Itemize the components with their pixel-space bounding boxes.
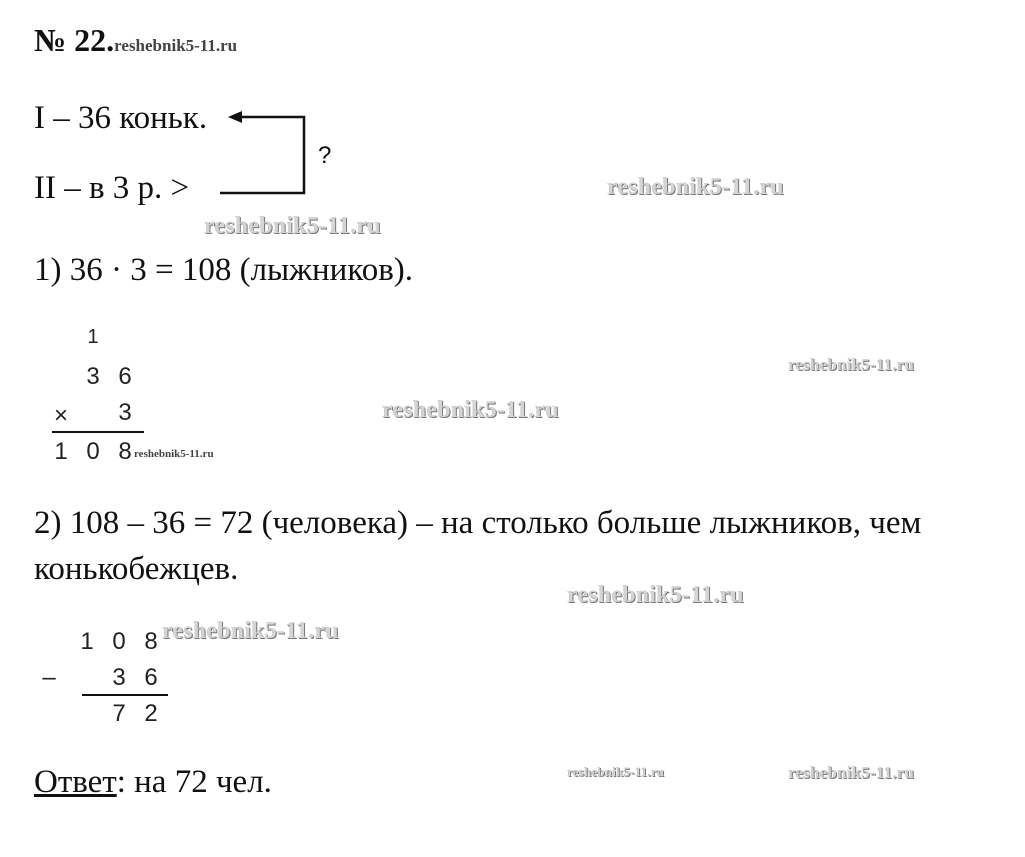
- watermark: reshebnik5-11.ru: [567, 764, 665, 779]
- step2-bottom-digit: 6: [144, 664, 158, 691]
- step1-top-digit: 6: [118, 363, 132, 390]
- step1-multiplier-digit: 3: [118, 399, 132, 426]
- watermark: reshebnik5-11.ru: [382, 397, 559, 423]
- condition-line-1: I – 36 коньк.: [34, 100, 208, 136]
- step2-top-digit: 0: [112, 628, 126, 655]
- step2-top-digit: 8: [144, 628, 158, 655]
- title-watermark: reshebnik5-11.ru: [114, 36, 238, 55]
- answer-text: : на 72 чел.: [116, 764, 272, 800]
- answer-label: Ответ: [34, 764, 117, 800]
- step2-bottom-digit: 3: [112, 664, 126, 691]
- step2-column-rule: [82, 694, 168, 696]
- step1-carry-digit: 1: [87, 326, 99, 348]
- step2-top-digit: 1: [80, 628, 94, 655]
- step1-result-digit: 1: [54, 438, 68, 465]
- condition-line-2: II – в 3 р. >: [34, 170, 190, 206]
- watermark: reshebnik5-11.ru: [788, 763, 915, 782]
- step2-equation-line-2: конькобежцев.: [34, 551, 239, 587]
- step1-multiply-operator: ×: [53, 402, 68, 429]
- step1-column-rule: [52, 431, 144, 433]
- step2-result-digit: 7: [112, 700, 126, 727]
- step1-equation: 1) 36 · 3 = 108 (лыжников).: [34, 252, 414, 288]
- answer-line: [34, 766, 272, 799]
- step2-result-digit: 2: [144, 700, 158, 727]
- step1-result-digit: 0: [86, 438, 100, 465]
- watermark: reshebnik5-11.ru: [788, 355, 915, 374]
- question-mark: ?: [318, 142, 332, 169]
- watermark: reshebnik5-11.ru: [204, 213, 381, 239]
- step1-result-watermark: reshebnik5-11.ru: [134, 448, 214, 460]
- step1-result-digit: 8: [118, 438, 132, 465]
- step1-top-digit: 3: [86, 363, 100, 390]
- step2-minus-operator: –: [42, 664, 56, 691]
- step2-equation-line-1: 2) 108 – 36 = 72 (человека) – на столько больше лыжников, чем: [34, 505, 922, 541]
- problem-number-text: № 22.: [34, 22, 115, 58]
- watermark: reshebnik5-11.ru: [607, 174, 784, 200]
- watermark: reshebnik5-11.ru: [162, 618, 339, 644]
- watermark: reshebnik5-11.ru: [567, 582, 744, 608]
